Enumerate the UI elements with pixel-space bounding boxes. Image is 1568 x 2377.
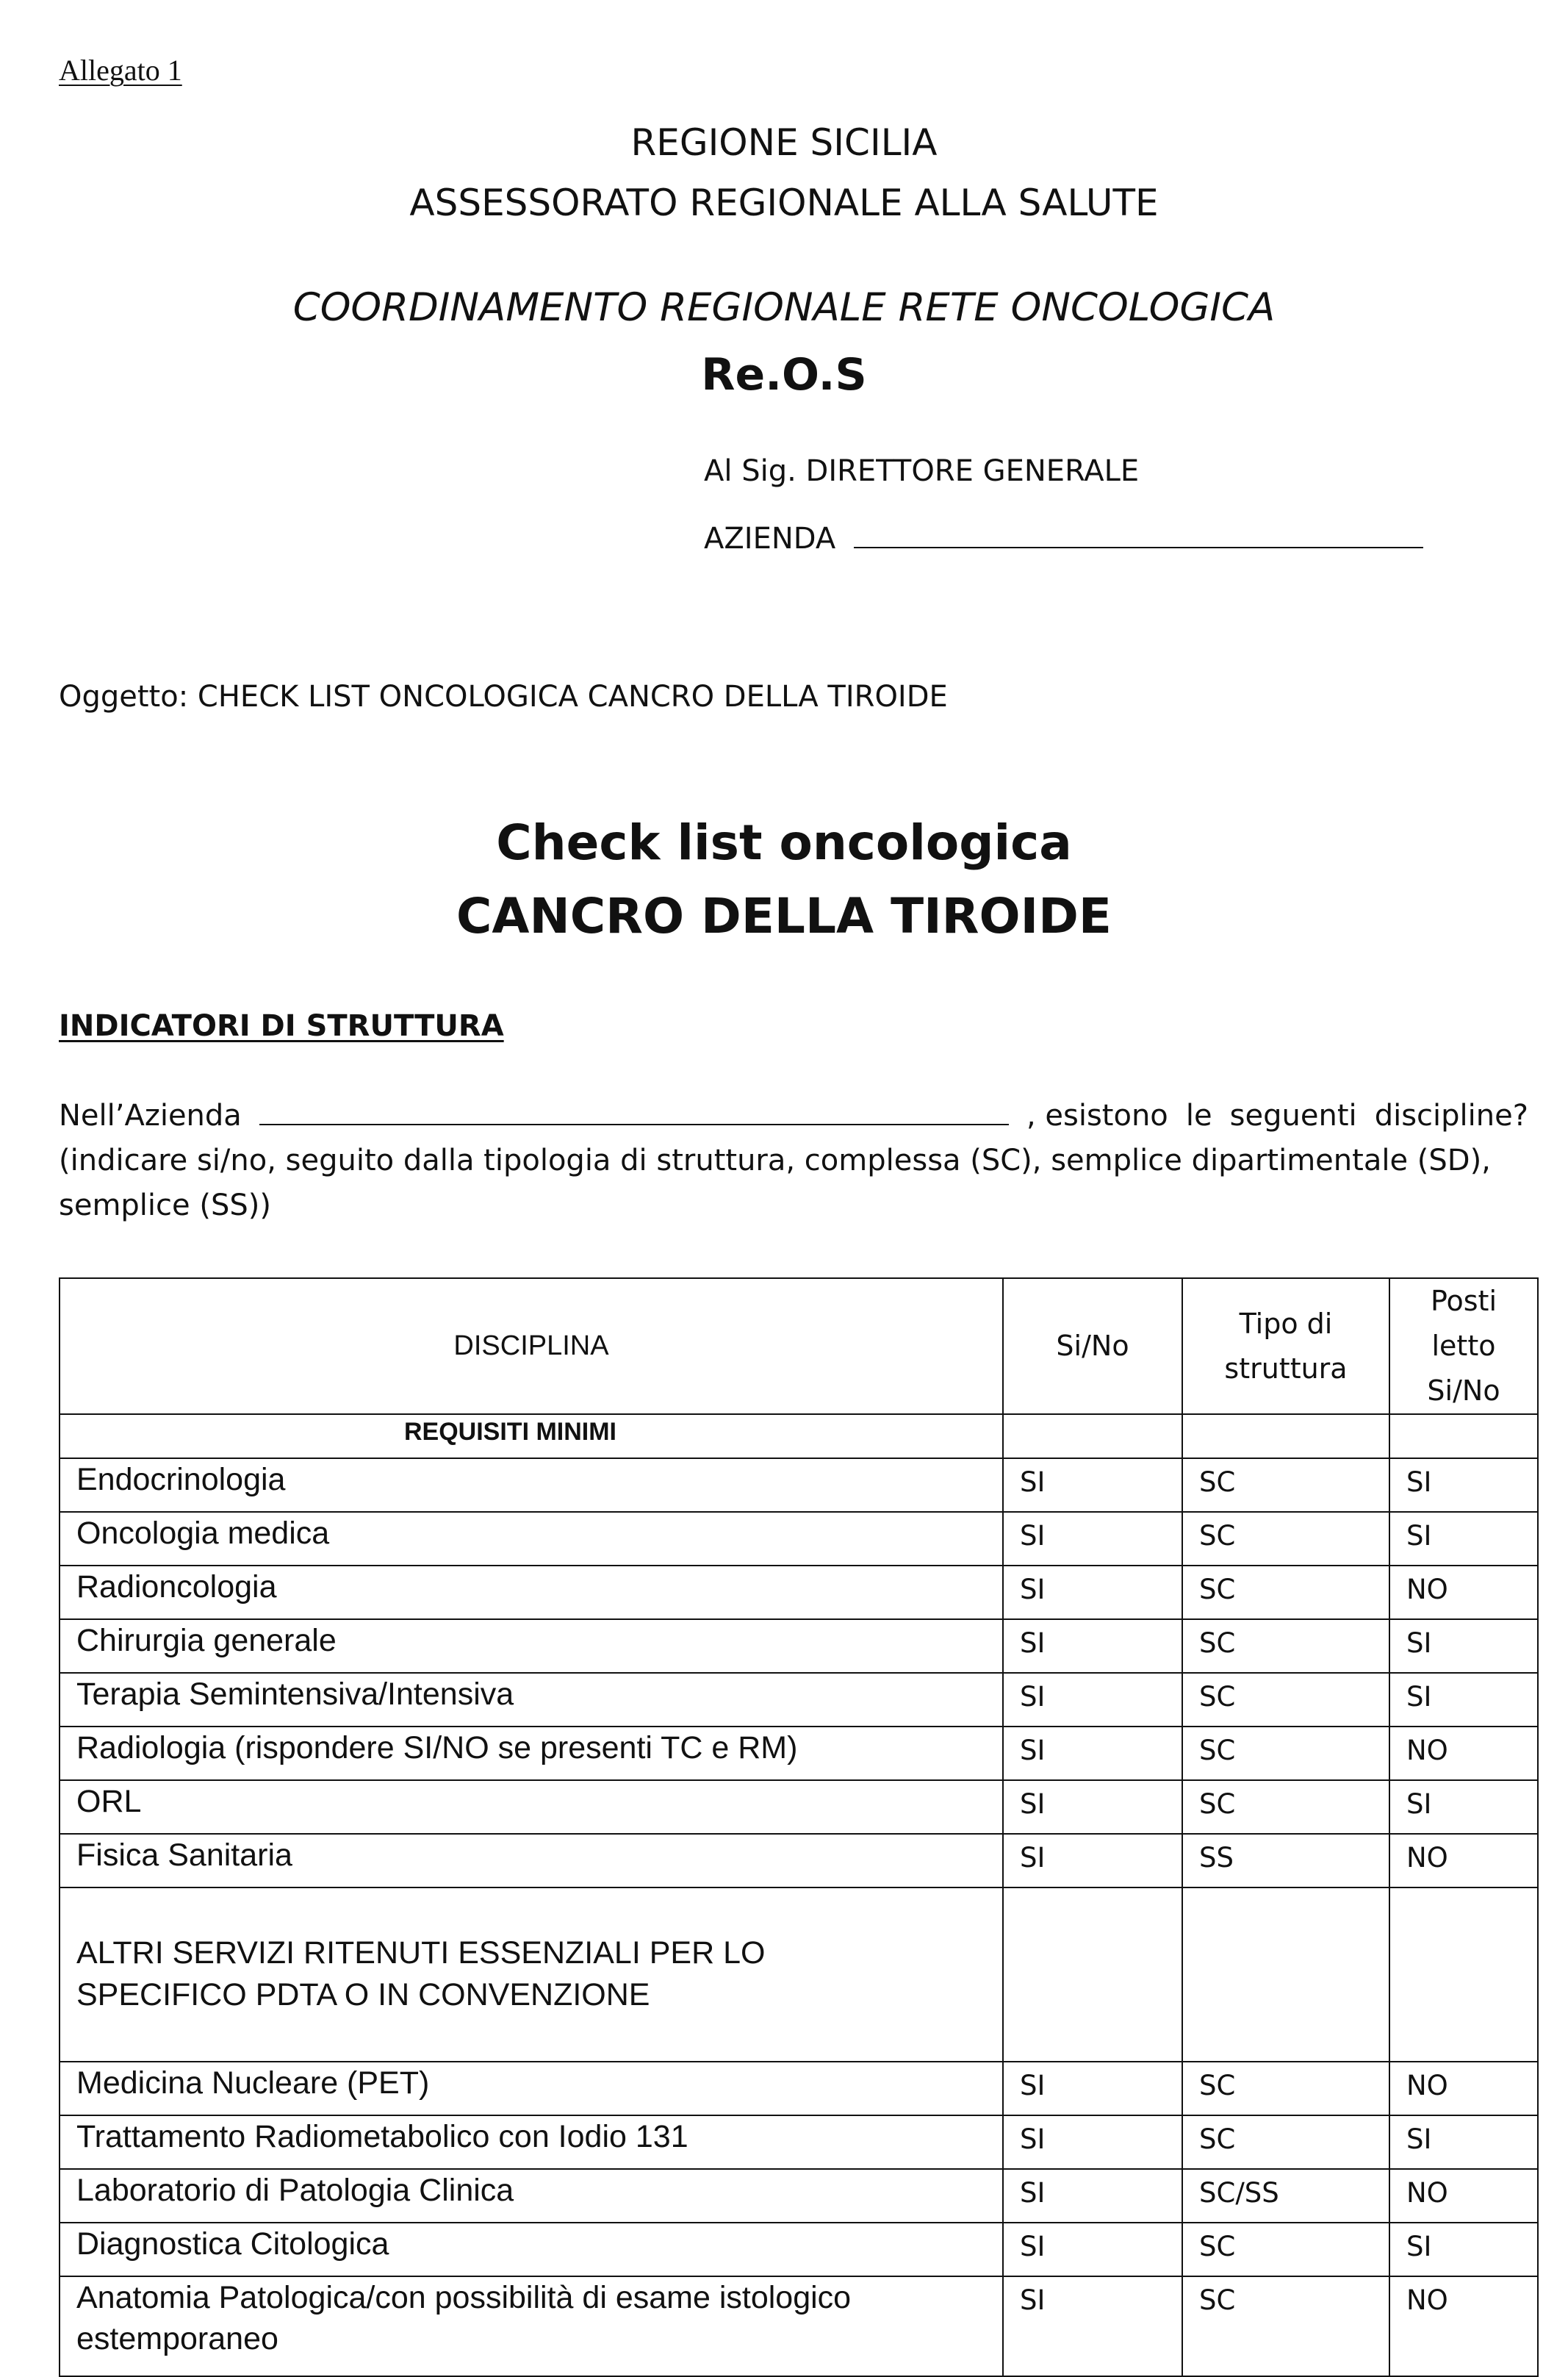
header-posti-line: Posti (1430, 1285, 1497, 1317)
header-tipo-line: struttura (1224, 1352, 1348, 1385)
coordination-title: COORDINAMENTO REGIONALE RETE ONCOLOGICA (292, 285, 1276, 330)
disciplina-cell: Chirurgia generale (60, 1619, 1003, 1673)
si-no-cell[interactable]: SI (1003, 1512, 1182, 1566)
tipo-cell[interactable]: SC (1182, 2223, 1389, 2276)
intro-line-3: semplice (SS)) (59, 1188, 271, 1222)
si-no-cell[interactable]: SI (1003, 2223, 1182, 2276)
header-tipo-struttura (1182, 1278, 1389, 1414)
disciplina-cell: Fisica Sanitaria (60, 1834, 1003, 1887)
table-row (60, 2169, 1538, 2223)
header-posti-line: letto (1431, 1330, 1496, 1362)
requisiti-section-row (60, 1414, 1538, 1458)
table-row (60, 1458, 1538, 1512)
tipo-cell[interactable]: SC (1182, 1512, 1389, 1566)
table-row (60, 2062, 1538, 2115)
subject-line: Oggetto: CHECK LIST ONCOLOGICA CANCRO DELLA TIROIDE (59, 680, 948, 714)
posti-cell[interactable]: NO (1389, 1566, 1538, 1619)
header-disciplina: DISCIPLINA (60, 1278, 1003, 1414)
table-row (60, 1780, 1538, 1834)
disciplina-cell: Diagnostica Citologica (60, 2223, 1003, 2276)
requisiti-label-cell (60, 1414, 1003, 1458)
tipo-cell[interactable]: SC (1182, 1673, 1389, 1727)
header-posti-line: Si/No (1427, 1374, 1500, 1407)
tipo-cell[interactable]: SC (1182, 1566, 1389, 1619)
intro-word: seguenti (1229, 1099, 1357, 1133)
posti-cell[interactable]: SI (1389, 2223, 1538, 2276)
header-tipo-line: Tipo di (1239, 1307, 1333, 1340)
disciplines-table (59, 1277, 1539, 2377)
disciplina-cell: Laboratorio di Patologia Clinica (60, 2169, 1003, 2223)
disciplina-cell: ORL (60, 1780, 1003, 1834)
azienda-blank-field[interactable] (854, 547, 1423, 548)
si-no-cell[interactable]: SI (1003, 1566, 1182, 1619)
altri-servizi-line: ALTRI SERVIZI RITENUTI ESSENZIALI PER LO (76, 1935, 766, 1971)
disciplina-cell: Medicina Nucleare (PET) (60, 2062, 1003, 2115)
table-row (60, 2115, 1538, 2169)
tipo-cell[interactable]: SC (1182, 1619, 1389, 1673)
azienda-label: AZIENDA (704, 522, 836, 556)
altri-servizi-label (60, 1887, 1003, 2062)
table-row (60, 1512, 1538, 1566)
posti-cell[interactable]: SI (1389, 1673, 1538, 1727)
disciplina-line: Anatomia Patologica/con possibilità di esame istologico (76, 2280, 852, 2315)
empty-cell (1389, 1414, 1538, 1458)
table-row (60, 1673, 1538, 1727)
header-posti-letto (1389, 1278, 1538, 1414)
empty-cell (1003, 1887, 1182, 2062)
si-no-cell[interactable]: SI (1003, 2115, 1182, 2169)
table-row (60, 2276, 1538, 2376)
si-no-cell[interactable]: SI (1003, 1673, 1182, 1727)
tipo-cell[interactable]: SC (1182, 1727, 1389, 1780)
posti-cell[interactable]: NO (1389, 2276, 1538, 2376)
posti-cell[interactable]: NO (1389, 2169, 1538, 2223)
posti-cell[interactable]: SI (1389, 2115, 1538, 2169)
si-no-cell[interactable]: SI (1003, 1458, 1182, 1512)
empty-cell (1003, 1414, 1182, 1458)
network-acronym: Re.O.S (701, 349, 867, 401)
disciplina-cell: Trattamento Radiometabolico con Iodio 131 (60, 2115, 1003, 2169)
tipo-cell[interactable]: SS (1182, 1834, 1389, 1887)
altri-servizi-section-row (60, 1887, 1538, 2062)
tipo-cell[interactable]: SC (1182, 1780, 1389, 1834)
posti-cell[interactable]: NO (1389, 2062, 1538, 2115)
tipo-cell[interactable]: SC (1182, 2276, 1389, 2376)
tipo-cell[interactable]: SC (1182, 2115, 1389, 2169)
checklist-title: Check list oncologica (496, 814, 1072, 871)
intro-paragraph (59, 1094, 1528, 1228)
table-row (60, 1727, 1538, 1780)
disciplina-cell: Radiologia (rispondere SI/NO se presenti TC e RM) (60, 1727, 1003, 1780)
disciplina-cell (60, 2276, 1003, 2376)
region-name: REGIONE SICILIA (630, 121, 938, 164)
intro-word: discipline? (1374, 1099, 1528, 1133)
si-no-cell[interactable]: SI (1003, 2062, 1182, 2115)
tipo-cell[interactable]: SC (1182, 2062, 1389, 2115)
table-header-row (60, 1278, 1538, 1414)
department-name: ASSESSORATO REGIONALE ALLA SALUTE (409, 182, 1159, 224)
empty-cell (1182, 1414, 1389, 1458)
intro-line-2: (indicare si/no, seguito dalla tipologia di struttura, complessa (SC), semplice dipartimentale (SD), (59, 1144, 1491, 1177)
azienda-line (704, 522, 1423, 556)
posti-cell[interactable]: NO (1389, 1834, 1538, 1887)
posti-cell[interactable]: SI (1389, 1512, 1538, 1566)
si-no-cell[interactable]: SI (1003, 1727, 1182, 1780)
addressee-line: Al Sig. DIRETTORE GENERALE (704, 454, 1140, 488)
intro-azienda-blank-field[interactable] (259, 1124, 1009, 1125)
posti-cell[interactable]: SI (1389, 1780, 1538, 1834)
section-heading: INDICATORI DI STRUTTURA (59, 1009, 504, 1043)
attachment-label: Allegato 1 (59, 54, 182, 87)
intro-word: , esistono (1026, 1099, 1168, 1133)
checklist-subtitle: CANCRO DELLA TIROIDE (456, 888, 1112, 944)
header-si-no: Si/No (1003, 1278, 1182, 1414)
intro-word: le (1185, 1099, 1212, 1133)
si-no-cell[interactable]: SI (1003, 1780, 1182, 1834)
si-no-cell[interactable]: SI (1003, 1834, 1182, 1887)
table-row (60, 2223, 1538, 2276)
posti-cell[interactable]: SI (1389, 1458, 1538, 1512)
table-row (60, 1834, 1538, 1887)
disciplina-cell: Radioncologia (60, 1566, 1003, 1619)
tipo-cell[interactable]: SC (1182, 1458, 1389, 1512)
requisiti-label: REQUISITI MINIMI (404, 1418, 616, 1446)
altri-servizi-line: SPECIFICO PDTA O IN CONVENZIONE (76, 1977, 650, 2012)
tipo-cell[interactable]: SC/SS (1182, 2169, 1389, 2223)
disciplina-line: estemporaneo (76, 2321, 278, 2356)
disciplina-cell: Oncologia medica (60, 1512, 1003, 1566)
si-no-cell[interactable]: SI (1003, 1619, 1182, 1673)
intro-line-1 (59, 1094, 1528, 1139)
intro-azienda-label: Nell’Azienda (59, 1099, 242, 1133)
posti-cell[interactable]: NO (1389, 1727, 1538, 1780)
empty-cell (1182, 1887, 1389, 2062)
empty-cell (1389, 1887, 1538, 2062)
si-no-cell[interactable]: SI (1003, 2276, 1182, 2376)
si-no-cell[interactable]: SI (1003, 2169, 1182, 2223)
posti-cell[interactable]: SI (1389, 1619, 1538, 1673)
table-row (60, 1566, 1538, 1619)
disciplina-cell: Terapia Semintensiva/Intensiva (60, 1673, 1003, 1727)
table-row (60, 1619, 1538, 1673)
disciplina-cell: Endocrinologia (60, 1458, 1003, 1512)
